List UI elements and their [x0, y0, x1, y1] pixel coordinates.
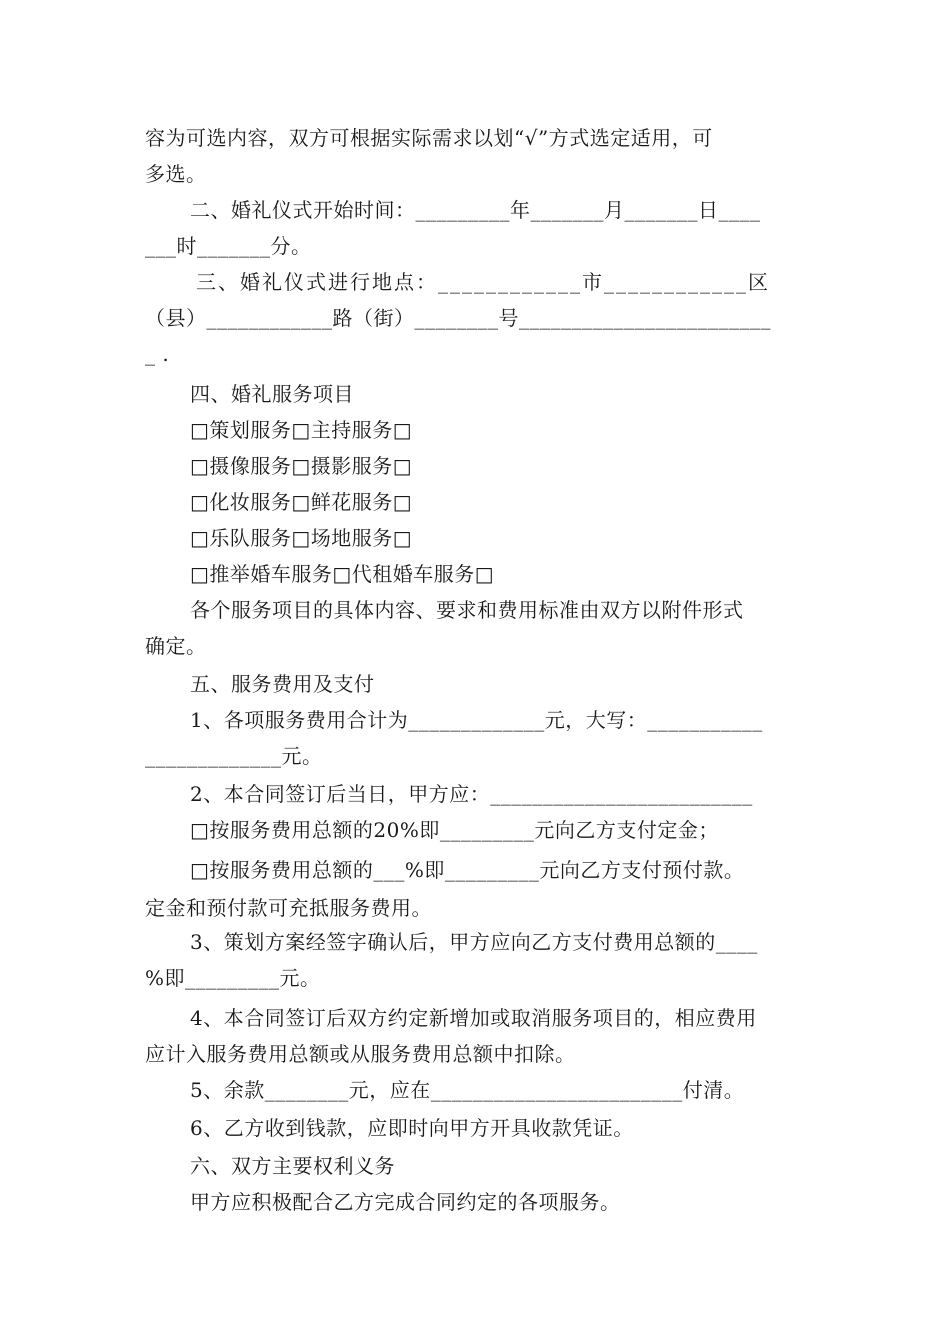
checkbox-line: □乐队服务□场地服务□ — [190, 526, 413, 550]
text-line: 定金和预付款可充抵服务费用。 — [145, 896, 432, 920]
text-line: 5、余款________元，应在________________________付清。 — [190, 1078, 745, 1102]
checkbox-line: □策划服务□主持服务□ — [190, 418, 413, 442]
text-line: 甲方应积极配合乙方完成合同约定的各项服务。 — [190, 1190, 621, 1214]
text-line: 三、婚礼仪式进行地点：____________市____________区 — [196, 270, 770, 294]
text-line: 二、婚礼仪式开始时间：_________年_______月_______日____ — [190, 198, 761, 222]
text-line: 各个服务项目的具体内容、要求和费用标准由双方以附件形式 — [190, 598, 744, 622]
text-line: 1、各项服务费用合计为_____________元，大写：___________ — [190, 708, 763, 732]
text-line: _____________元。 — [145, 744, 323, 768]
checkbox-line: □化妆服务□鲜花服务□ — [190, 490, 413, 514]
checkbox-line: □按服务费用总额的20%即_________元向乙方支付定金； — [190, 818, 719, 842]
text-line: 3、策划方案经签字确认后，甲方应向乙方支付费用总额的____ — [190, 930, 758, 954]
text-line: 多选。 — [145, 162, 207, 186]
text-line: _ . — [145, 342, 170, 366]
text-line: 应计入服务费用总额或从服务费用总额中扣除。 — [145, 1042, 576, 1066]
section-heading: 四、婚礼服务项目 — [190, 382, 354, 406]
text-line: 容为可选内容，双方可根据实际需求以划“√”方式选定适用，可 — [145, 126, 713, 150]
text-line: 6、乙方收到钱款，应即时向甲方开具收款凭证。 — [190, 1116, 634, 1140]
text-line: 2、本合同签订后当日，甲方应：_________________________ — [190, 782, 753, 806]
text-line: （县）____________路（街）________号________________________ — [145, 306, 771, 330]
checkbox-line: □推举婚车服务□代租婚车服务□ — [190, 562, 495, 586]
section-heading: 五、服务费用及支付 — [190, 672, 375, 696]
checkbox-line: □摄像服务□摄影服务□ — [190, 454, 413, 478]
text-line: %即_________元。 — [145, 966, 321, 990]
checkbox-line: □按服务费用总额的___%即_________元向乙方支付预付款。 — [190, 858, 745, 882]
section-heading: 六、双方主要权利义务 — [190, 1154, 395, 1178]
text-line: 4、本合同签订后双方约定新增加或取消服务项目的，相应费用 — [190, 1006, 757, 1030]
text-line: ___时_______分。 — [145, 234, 312, 258]
text-line: 确定。 — [145, 634, 207, 658]
